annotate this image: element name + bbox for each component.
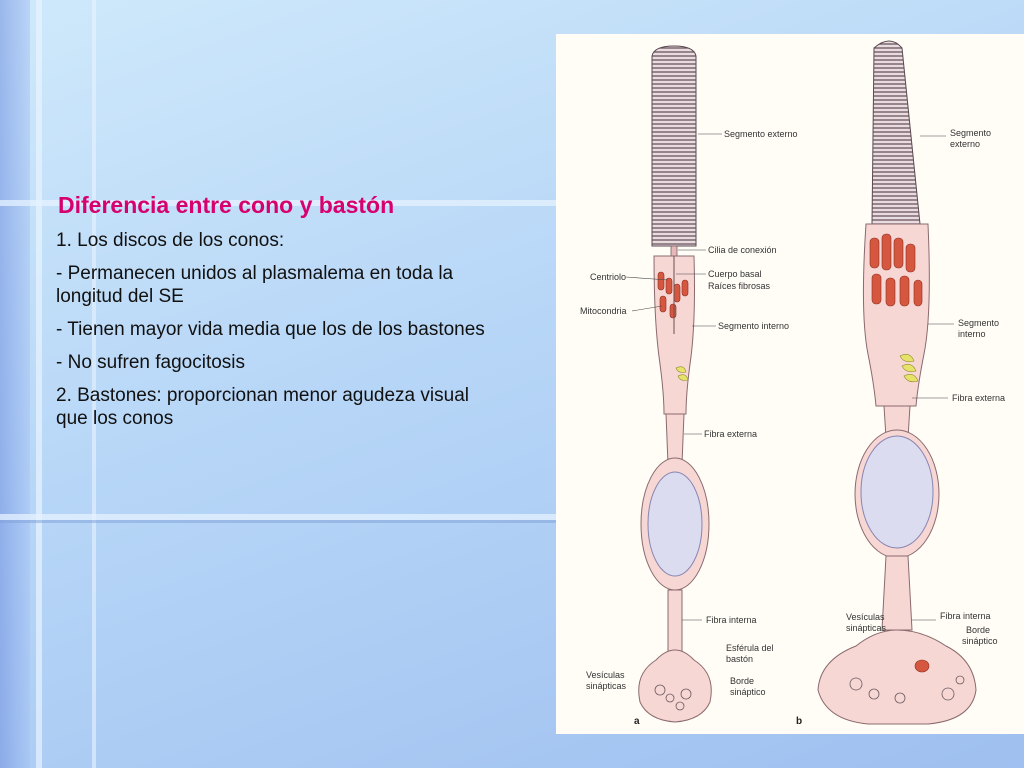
label-fibra-externa-b: Fibra externa [952,393,1006,403]
label-borde-a-1: Borde [730,676,755,686]
caption-a: a [634,716,640,727]
rod-outer-fiber [666,414,684,464]
label-fibra-interna-a: Fibra interna [706,615,757,625]
label-vesiculas-b-1: Vesículas [846,612,885,622]
label-vesiculas-a-1: Vesículas [586,670,625,680]
label-segmento-externo-a: Segmento externo [724,129,798,139]
paragraph: - Permanecen unidos al plasmalema en toda la longitud del SE [56,263,454,307]
caption-b: b [796,716,803,727]
rod-cell [639,46,712,722]
decor-vertical-strip [36,0,42,768]
label-raices-fibrosas: Raíces fibrosas [708,281,771,291]
label-mitocondria: Mitocondria [580,306,627,316]
rod-outer-segment [652,46,696,246]
text-block [56,190,486,440]
label-borde-a-2: sináptico [730,687,766,697]
decor-vertical-strip [0,0,30,768]
paragraph: - No sufren fagocitosis [56,352,246,373]
label-segmento-externo-b-1: Segmento [950,128,992,138]
connecting-cilium [671,246,677,256]
label-segmento-interno-a: Segmento interno [718,321,790,331]
label-vesiculas-b-2: sinápticas [846,623,887,633]
label-esferula-1: Esférula del [726,643,774,653]
label-borde-b-1: Borde [966,625,991,635]
photoreceptor-illustration [556,34,1024,734]
cone-outer-segment [872,41,920,224]
label-cuerpo-basal: Cuerpo basal [708,269,762,279]
label-borde-b-2: sináptico [962,636,998,646]
rod-spherule [639,650,712,722]
decor-horizontal-strip [0,520,556,523]
paragraph: - Tienen mayor vida media que los de los bastones [56,319,485,340]
photoreceptor-figure [556,34,1024,734]
rod-nucleus [648,472,702,576]
cone-pedicle [818,630,976,724]
cone-inner-fiber [882,556,912,630]
rod-inner-fiber [668,590,682,654]
label-segmento-interno-b-2: interno [958,329,986,339]
cone-nucleus [861,436,933,548]
label-vesiculas-a-2: sinápticas [586,681,627,691]
slide-title: Diferencia entre cono y bastón [58,192,395,218]
label-centriolo: Centriolo [590,272,627,282]
paragraph: 2. Bastones: proporcionan menor agudeza visual que los conos [56,385,469,429]
label-fibra-externa-a: Fibra externa [704,429,758,439]
label-cilia-conexion: Cilia de conexión [708,245,777,255]
label-segmento-externo-b-2: externo [950,139,981,149]
label-segmento-interno-b-1: Segmento [958,318,1000,328]
paragraph: 1. Los discos de los conos: [56,230,285,251]
mitochondria [915,660,929,672]
label-fibra-interna-b: Fibra interna [940,611,991,621]
label-esferula-2: bastón [726,654,754,664]
cone-labels [846,128,1005,646]
